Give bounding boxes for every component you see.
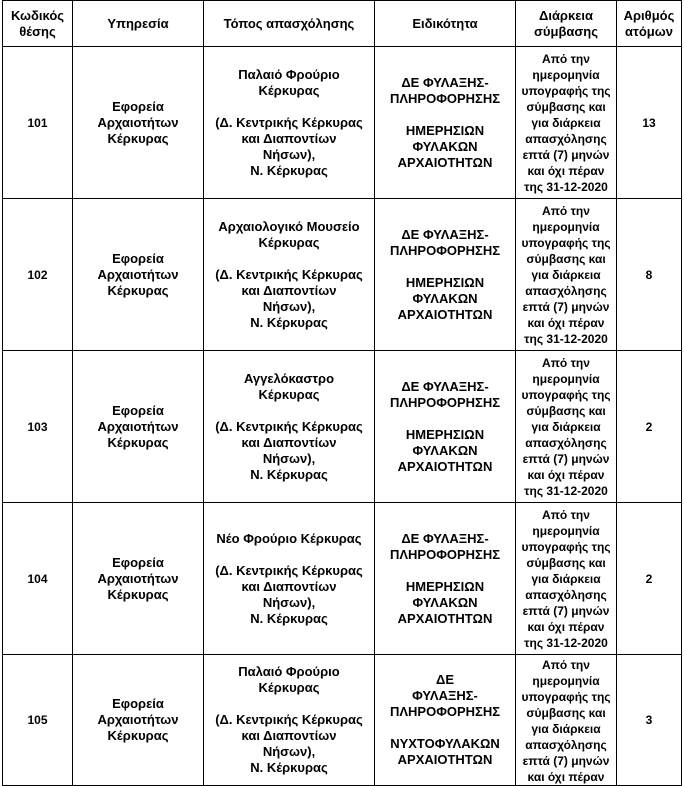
table-row: [3, 655, 682, 786]
service-cell: Εφορεία Αρχαιοτήτων Κέρκυρας: [73, 199, 204, 351]
header-location: Τόπος απασχόλησης: [204, 1, 375, 47]
specialty-cell: ΔΕ ΦΥΛΑΞΗΣ- ΠΛΗΡΟΦΟΡΗΣΗΣ ΗΜΕΡΗΣΙΩΝ ΦΥΛΑΚΩΝ ΑΡΧΑΙΟΤΗΤΩΝ: [375, 351, 516, 503]
table-row: [3, 503, 682, 655]
location-cell: Παλαιό Φρούριο Κέρκυρας (Δ. Κεντρικής Κέρκυρας και Διαποντίων Νήσων), Ν. Κέρκυρας: [204, 655, 375, 786]
count-cell: 2: [617, 503, 682, 655]
positions-table: [2, 0, 682, 786]
position-code: 102: [3, 199, 73, 351]
specialty-cell: ΔΕ ΦΥΛΑΞΗΣ- ΠΛΗΡΟΦΟΡΗΣΗΣ ΗΜΕΡΗΣΙΩΝ ΦΥΛΑΚΩΝ ΑΡΧΑΙΟΤΗΤΩΝ: [375, 47, 516, 199]
header-specialty: Ειδικότητα: [375, 1, 516, 47]
duration-cell: Από την ημερομηνία υπογραφής της σύμβασης και για διάρκεια απασχόλησης επτά (7) μηνών και όχι πέραν: [516, 655, 617, 786]
table-row: [3, 199, 682, 351]
table-row: [3, 47, 682, 199]
header-duration: Διάρκεια σύμβασης: [516, 1, 617, 47]
position-code: 103: [3, 351, 73, 503]
table-row: [3, 351, 682, 503]
position-code: 105: [3, 655, 73, 786]
header-count: Αριθμός ατόμων: [617, 1, 682, 47]
duration-cell: Από την ημερομηνία υπογραφής της σύμβασης και για διάρκεια απασχόλησης επτά (7) μηνών και όχι πέραν της 31-12-2020: [516, 351, 617, 503]
service-cell: Εφορεία Αρχαιοτήτων Κέρκυρας: [73, 47, 204, 199]
location-cell: Νέο Φρούριο Κέρκυρας (Δ. Κεντρικής Κέρκυρας και Διαποντίων Νήσων), Ν. Κέρκυρας: [204, 503, 375, 655]
header-row: [3, 1, 682, 47]
position-code: 104: [3, 503, 73, 655]
service-cell: Εφορεία Αρχαιοτήτων Κέρκυρας: [73, 655, 204, 786]
header-service: Υπηρεσία: [73, 1, 204, 47]
location-cell: Αγγελόκαστρο Κέρκυρας (Δ. Κεντρικής Κέρκυρας και Διαποντίων Νήσων), Ν. Κέρκυρας: [204, 351, 375, 503]
duration-cell: Από την ημερομηνία υπογραφής της σύμβασης και για διάρκεια απασχόλησης επτά (7) μηνών και όχι πέραν της 31-12-2020: [516, 503, 617, 655]
position-code: 101: [3, 47, 73, 199]
service-cell: Εφορεία Αρχαιοτήτων Κέρκυρας: [73, 351, 204, 503]
count-cell: 3: [617, 655, 682, 786]
service-cell: Εφορεία Αρχαιοτήτων Κέρκυρας: [73, 503, 204, 655]
count-cell: 13: [617, 47, 682, 199]
count-cell: 2: [617, 351, 682, 503]
specialty-cell: ΔΕ ΦΥΛΑΞΗΣ- ΠΛΗΡΟΦΟΡΗΣΗΣ ΝΥΧΤΟΦΥΛΑΚΩΝ ΑΡΧΑΙΟΤΗΤΩΝ: [375, 655, 516, 786]
duration-cell: Από την ημερομηνία υπογραφής της σύμβασης και για διάρκεια απασχόλησης επτά (7) μηνών και όχι πέραν της 31-12-2020: [516, 199, 617, 351]
header-code: Κωδικός θέσης: [3, 1, 73, 47]
specialty-cell: ΔΕ ΦΥΛΑΞΗΣ- ΠΛΗΡΟΦΟΡΗΣΗΣ ΗΜΕΡΗΣΙΩΝ ΦΥΛΑΚΩΝ ΑΡΧΑΙΟΤΗΤΩΝ: [375, 503, 516, 655]
duration-cell: Από την ημερομηνία υπογραφής της σύμβασης και για διάρκεια απασχόλησης επτά (7) μηνών και όχι πέραν της 31-12-2020: [516, 47, 617, 199]
location-cell: Παλαιό Φρούριο Κέρκυρας (Δ. Κεντρικής Κέρκυρας και Διαποντίων Νήσων), Ν. Κέρκυρας: [204, 47, 375, 199]
count-cell: 8: [617, 199, 682, 351]
specialty-cell: ΔΕ ΦΥΛΑΞΗΣ- ΠΛΗΡΟΦΟΡΗΣΗΣ ΗΜΕΡΗΣΙΩΝ ΦΥΛΑΚΩΝ ΑΡΧΑΙΟΤΗΤΩΝ: [375, 199, 516, 351]
location-cell: Αρχαιολογικό Μουσείο Κέρκυρας (Δ. Κεντρικής Κέρκυρας και Διαποντίων Νήσων), Ν. Κέρκυρας: [204, 199, 375, 351]
